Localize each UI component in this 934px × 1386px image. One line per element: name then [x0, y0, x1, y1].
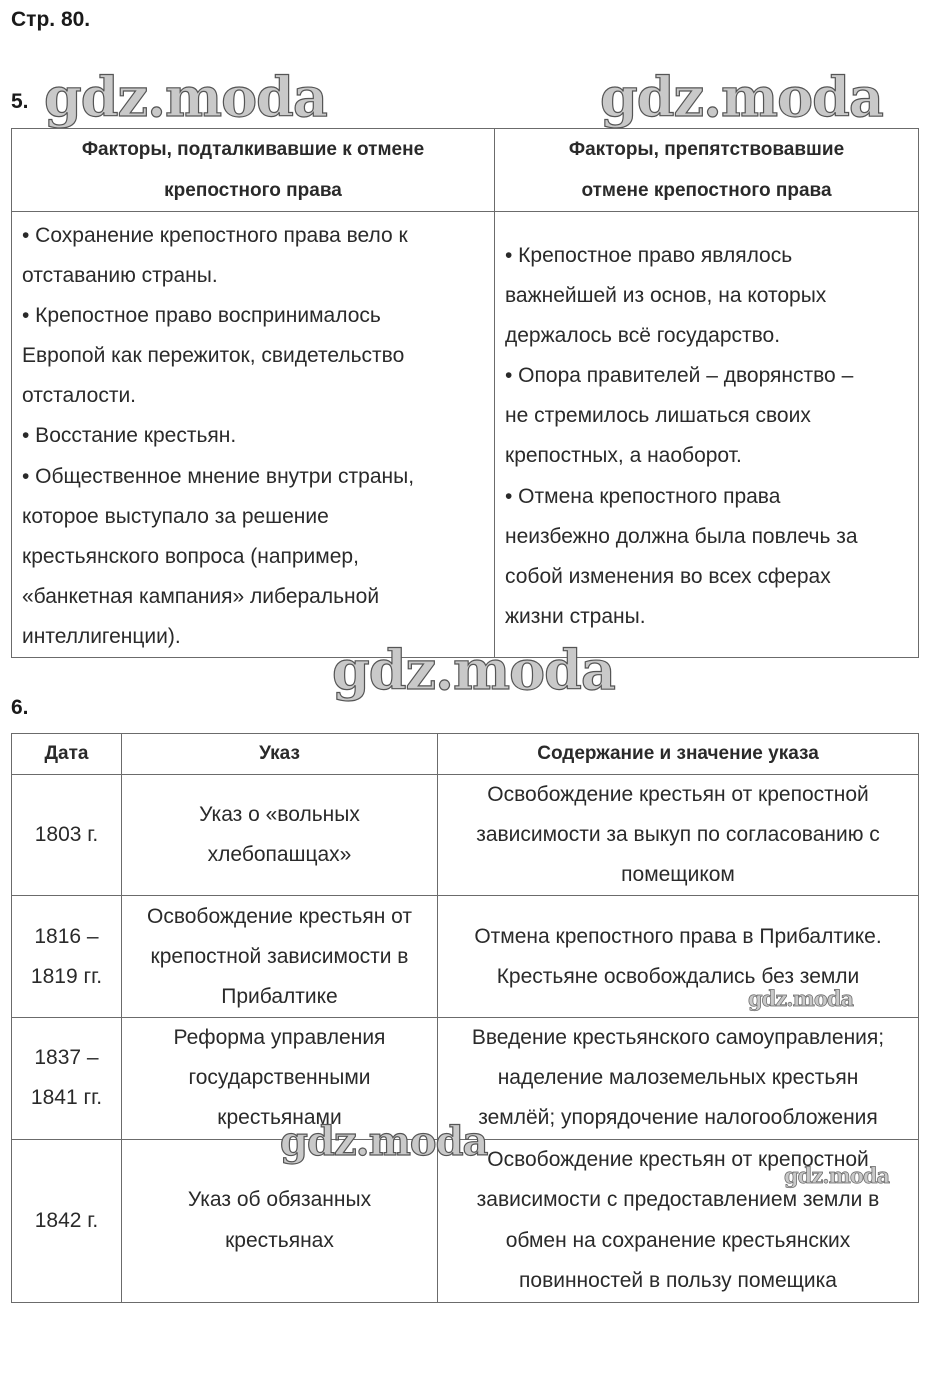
push-factor-line: отставанию страны.	[22, 264, 218, 288]
watermark-logo: gdz.moda	[600, 65, 883, 129]
content-cell-line: наделение малоземельных крестьян	[497, 1066, 859, 1090]
decree-cell-line: Указ об обязанных	[187, 1188, 372, 1212]
page-label: Стр. 80.	[11, 8, 91, 31]
decree-cell-line: Указ о «вольных	[199, 803, 360, 827]
push-factor-line: • Крепостное право воспринималось	[22, 304, 381, 328]
content-cell-line: Освобождение крестьян от крепостной	[487, 783, 869, 806]
watermark-logo: gdz.moda	[44, 65, 327, 129]
decree-cell-line: Освобождение крестьян от	[147, 904, 412, 928]
watermark-logo: gdz.moda	[748, 986, 854, 1011]
hinder-factor-line: • Отмена крепостного права	[505, 484, 781, 508]
decree-cell-line: государственными	[188, 1066, 371, 1090]
header-push-factors: Факторы, подталкивавшие к отмене крепостного права	[12, 129, 495, 212]
header-content: Содержание и значение указа	[438, 734, 919, 775]
factors-table	[11, 128, 919, 658]
hinder-factor-line: • Опора правителей – дворянство –	[505, 364, 854, 388]
date-cell-line: 1841 гг.	[30, 1086, 103, 1110]
header-date: Дата	[12, 734, 122, 775]
content-cell-line: повинностей в пользу помещика	[519, 1268, 837, 1292]
hinder-factor-line: важнейшей из основ, на которых	[505, 284, 827, 308]
decree-cell-line: крестьянах	[225, 1228, 334, 1252]
hinder-factor-line: • Крепостное право являлось	[505, 244, 793, 267]
decree-cell-line: крестьянами	[217, 1106, 342, 1130]
date-cell-line: 1842 г.	[34, 1208, 99, 1232]
decrees-table-body	[12, 775, 919, 1303]
decrees-table	[11, 733, 919, 1303]
decrees-table-header-row	[12, 734, 919, 775]
push-factor-line: • Восстание крестьян.	[22, 424, 237, 448]
watermark-logo: gdz.moda	[332, 638, 615, 702]
content-cell-line: зависимости с предоставлением земли в	[476, 1188, 880, 1212]
decree-cell-line: хлебопашцах»	[207, 843, 352, 867]
hinder-factor-line: не стремилось лишаться своих	[505, 404, 811, 428]
content-cell	[438, 775, 919, 896]
date-cell-line: 1819 гг.	[30, 964, 103, 988]
hinder-factor-line: жизни страны.	[505, 604, 646, 628]
date-cell	[12, 896, 122, 1018]
push-factor-line: отсталости.	[22, 384, 137, 408]
watermark-logo: gdz.moda	[280, 1118, 488, 1165]
content-cell-line: Освобождение крестьян от крепостной	[487, 1148, 869, 1172]
decree-cell-line: Прибалтике	[221, 984, 338, 1008]
decree-cell	[122, 896, 438, 1018]
date-cell	[12, 1139, 122, 1302]
content-cell-line: Введение крестьянского самоуправления;	[471, 1026, 885, 1050]
push-factor-line: интеллигенции).	[22, 624, 181, 648]
content-cell-line: обмен на сохранение крестьянских	[505, 1228, 851, 1252]
hinder-factor-line: неизбежно должна была повлечь за	[505, 524, 858, 548]
content-cell-line: помещиком	[621, 863, 735, 887]
push-factor-line: • Общественное мнение внутри страны,	[22, 464, 415, 488]
decree-cell-line: крепостной зависимости в	[150, 944, 409, 968]
hinder-factor-line: крепостных, а наоборот.	[505, 444, 742, 468]
date-cell-line: 1816 –	[34, 924, 99, 948]
decree-cell-line: Реформа управления	[173, 1026, 386, 1050]
table-row	[12, 775, 919, 896]
push-factor-line: • Сохранение крепостного права вело к	[22, 224, 408, 247]
push-factor-line: «банкетная кампания» либеральной	[22, 584, 380, 608]
task-6-number: 6.	[11, 696, 29, 719]
push-factor-line: Европой как пережиток, свидетельство	[22, 344, 405, 368]
task-5-number: 5.	[11, 90, 29, 113]
header-decree: Указ	[122, 734, 438, 775]
push-factor-line: крестьянского вопроса (например,	[22, 544, 359, 568]
content-cell-line: зависимости за выкуп по согласованию с	[476, 823, 880, 847]
content-cell-line: Крестьяне освобождались без земли	[496, 964, 860, 988]
push-factor-line: которое выступало за решение	[22, 504, 329, 528]
push-factors-cell	[12, 212, 495, 658]
content-cell-line: землёй; упорядочение налогообложения	[478, 1106, 878, 1130]
hinder-factors-cell	[495, 212, 919, 658]
factors-table-header-row	[12, 129, 919, 212]
date-cell	[12, 775, 122, 896]
factors-table-body-row	[12, 212, 919, 658]
watermark-logo: gdz.moda	[784, 1163, 890, 1188]
header-hinder-factors: Факторы, препятствовавшие отмене крепостного права	[495, 129, 919, 212]
date-cell-line: 1837 –	[34, 1046, 99, 1070]
date-cell	[12, 1018, 122, 1139]
hinder-factor-line: держалось всё государство.	[505, 324, 781, 348]
date-cell-line: 1803 г.	[34, 823, 99, 847]
decree-cell	[122, 775, 438, 896]
hinder-factor-line: собой изменения во всех сферах	[505, 564, 831, 588]
content-cell-line: Отмена крепостного права в Прибалтике.	[474, 924, 882, 948]
content-cell	[438, 1018, 919, 1139]
